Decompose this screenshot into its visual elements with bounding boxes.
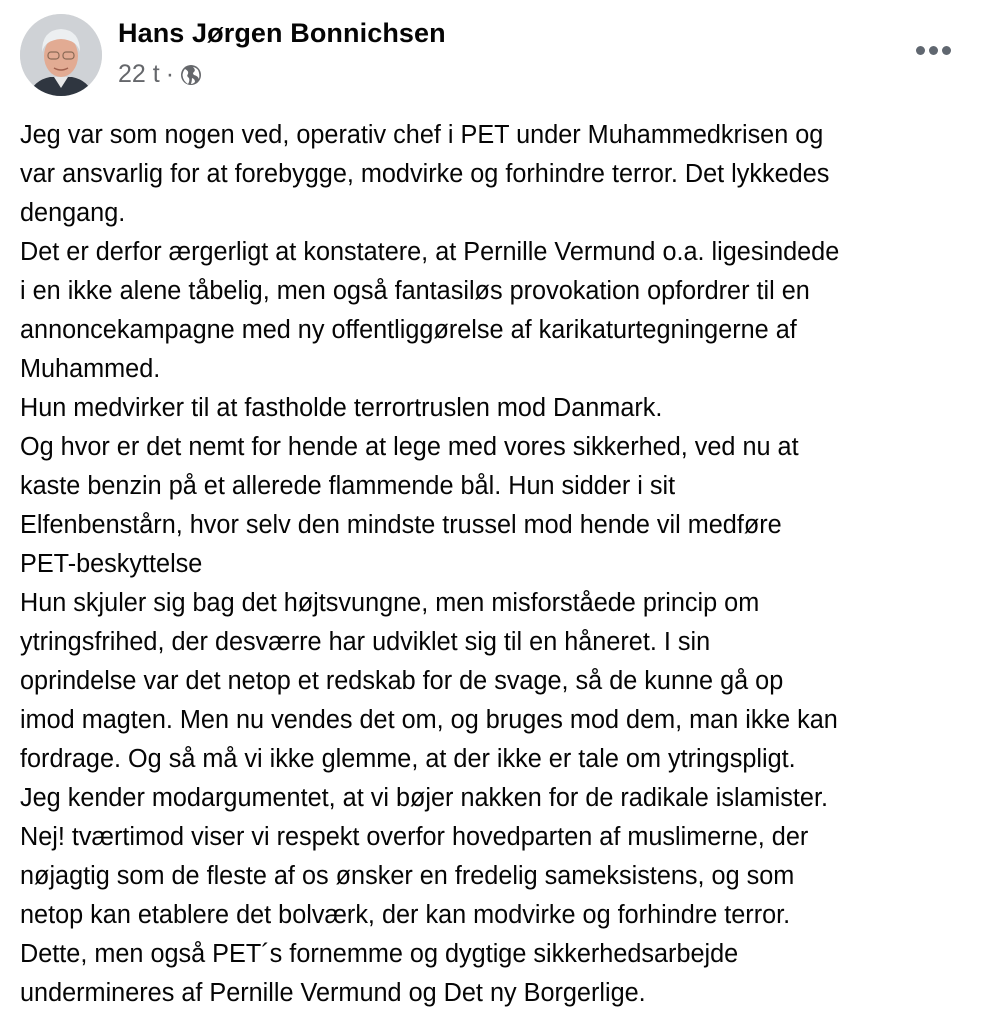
post-text-line: Det er derfor ærgerligt at konstatere, at Pernille Vermund o.a. ligesindede <box>20 238 840 266</box>
post-text-line: var ansvarlig for at forebygge, modvirke og forhindre terror. Det lykkedes <box>20 160 830 188</box>
post-text-line: Nej! tværtimod viser vi respekt overfor hovedparten af muslimerne, der <box>20 823 809 851</box>
post-text-line: PET-beskyttelse <box>20 550 203 578</box>
post-text-line: imod magten. Men nu vendes det om, og bruges mod dem, man ikke kan <box>20 706 838 734</box>
dot-icon <box>942 46 951 55</box>
post-text-line: nøjagtig som de fleste af os ønsker en fredelig sameksistens, og som <box>20 862 795 890</box>
post-text-line: Hun medvirker til at fastholde terrortruslen mod Danmark. <box>20 394 663 422</box>
more-options-button[interactable] <box>916 40 956 60</box>
dot-icon <box>916 46 925 55</box>
avatar-photo <box>20 14 102 96</box>
post-text-line: Elfenbenstårn, hvor selv den mindste trussel mod hende vil medføre <box>20 511 782 539</box>
meta-separator: · <box>165 60 175 88</box>
globe-icon[interactable] <box>180 64 202 86</box>
post-text-line: Og hvor er det nemt for hende at lege med vores sikkerhed, ved nu at <box>20 433 799 461</box>
post-text-line: netop kan etablere det bolværk, der kan modvirke og forhindre terror. <box>20 901 791 929</box>
post-text-line: undermineres af Pernille Vermund og Det ny Borgerlige. <box>20 979 646 1007</box>
post-text-line: Hun skjuler sig bag det højtsvungne, men misforståede princip om <box>20 589 760 617</box>
post-text-line: kaste benzin på et allerede flammende bål. Hun sidder i sit <box>20 472 676 500</box>
post-meta <box>118 60 202 89</box>
post-timestamp[interactable]: 22 t <box>118 60 160 88</box>
dot-icon <box>929 46 938 55</box>
post-text-line: annoncekampagne med ny offentliggørelse af karikaturtegningerne af <box>20 316 797 344</box>
post-text-line: i en ikke alene tåbelig, men også fantasiløs provokation opfordrer til en <box>20 277 810 305</box>
post-body <box>20 116 990 1013</box>
post-text-line: oprindelse var det netop et redskab for de svage, så de kunne gå op <box>20 667 784 695</box>
post-text-line: dengang. <box>20 199 126 227</box>
author-name[interactable]: Hans Jørgen Bonnichsen <box>118 18 446 48</box>
post-text-line: ytringsfrihed, der desværre har udviklet sig til en håneret. I sin <box>20 628 711 656</box>
post-text-line: Jeg kender modargumentet, at vi bøjer nakken for de radikale islamister. <box>20 784 828 812</box>
post-text-line: Muhammed. <box>20 355 161 383</box>
avatar[interactable] <box>20 14 102 96</box>
post-text-line: Jeg var som nogen ved, operativ chef i PET under Muhammedkrisen og <box>20 121 824 149</box>
post-text-line: Dette, men også PET´s fornemme og dygtige sikkerhedsarbejde <box>20 940 739 968</box>
post-text-line: fordrage. Og så må vi ikke glemme, at der ikke er tale om ytringspligt. <box>20 745 796 773</box>
